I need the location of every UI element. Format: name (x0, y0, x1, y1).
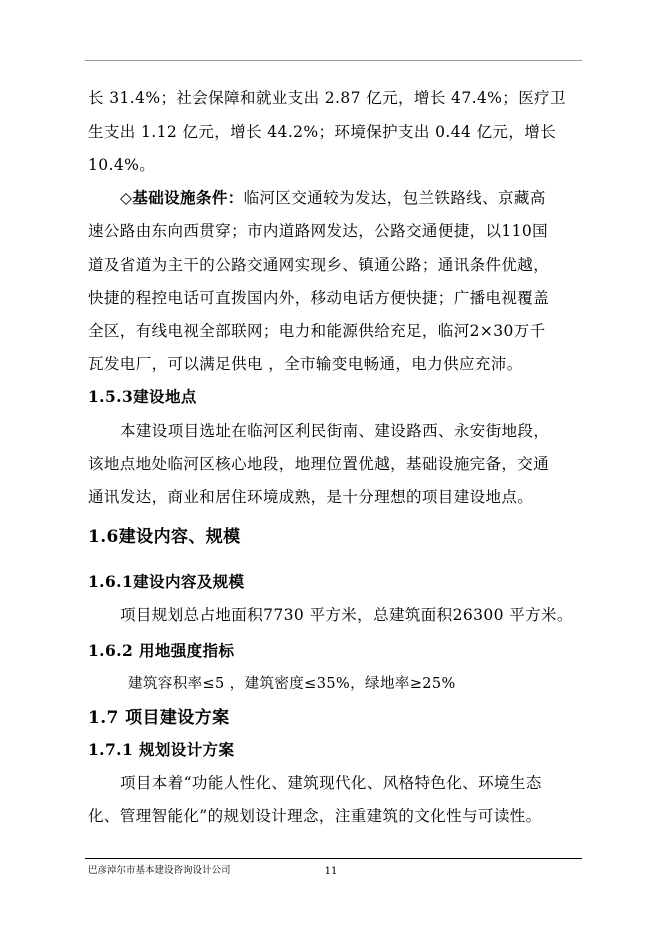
location-line-2: 该地点地处临河区核心地段，地理位置优越，基础设施完备，交通 (88, 455, 550, 473)
page-number: 11 (324, 866, 338, 877)
scale-line-1: 项目规划总占地面积7730 平方米，总建筑面积26300 平方米。 (120, 606, 573, 624)
footer-company: 巴彦淖尔市基本建设咨询设计公司 (88, 865, 231, 876)
finance-line-3: 10.4%。 (88, 156, 156, 174)
location-line-3: 通讯发达，商业和居住环境成熟，是十分理想的项目建设地点。 (88, 488, 534, 506)
infrastructure-line-4: 快捷的程控电话可直拨国内外，移动电话方便快捷；广播电视覆盖 (88, 289, 550, 307)
heading-1-6-1: 1.6.1建设内容及规模 (88, 572, 245, 591)
heading-1-7-1: 1.7.1 规划设计方案 (88, 740, 235, 759)
intensity-line-1: 建筑容积率≤5 ，建筑密度≤35%，绿地率≥25% (128, 676, 456, 692)
heading-1-6-2: 1.6.2 用地强度指标 (88, 641, 235, 660)
plan-line-2: 化、管理智能化”的规划设计理念，注重建筑的文化性与可读性。 (88, 807, 542, 825)
finance-line-1: 长 31.4%；社会保障和就业支出 2.87 亿元，增长 47.4%；医疗卫 (88, 89, 566, 107)
infrastructure-line-1 (120, 188, 546, 208)
heading-1-6: 1.6建设内容、规模 (88, 527, 241, 547)
heading-1-5-3: 1.5.3建设地点 (88, 387, 197, 406)
plan-line-1: 项目本着“功能人性化、建筑现代化、风格特色化、环境生态 (120, 774, 542, 792)
header-rule (85, 60, 582, 61)
footer-rule (85, 858, 582, 859)
infrastructure-line-5: 全区，有线电视全部联网；电力和能源供给充足，临河2×30万千 (88, 322, 546, 340)
heading-1-7: 1.7 项目建设方案 (88, 708, 230, 728)
infrastructure-line-1-text: 临河区交通较为发达，包兰铁路线、京藏高 (243, 189, 546, 207)
infrastructure-line-6: 瓦发电厂，可以满足供电 ，全市输变电畅通，电力供应充沛。 (88, 355, 523, 373)
infrastructure-lead: ◇基础设施条件： (120, 188, 244, 207)
finance-line-2: 生支出 1.12 亿元，增长 44.2%；环境保护支出 0.44 亿元，增长 (88, 123, 557, 141)
infrastructure-line-3: 道及省道为主干的公路交通网实现乡、镇通公路；通讯条件优越， (88, 256, 550, 274)
location-line-1: 本建设项目选址在临河区利民街南、建设路西、永安街地段， (120, 422, 550, 440)
infrastructure-line-2: 速公路由东向西贯穿；市内道路网发达，公路交通便捷，以110国 (88, 222, 549, 240)
